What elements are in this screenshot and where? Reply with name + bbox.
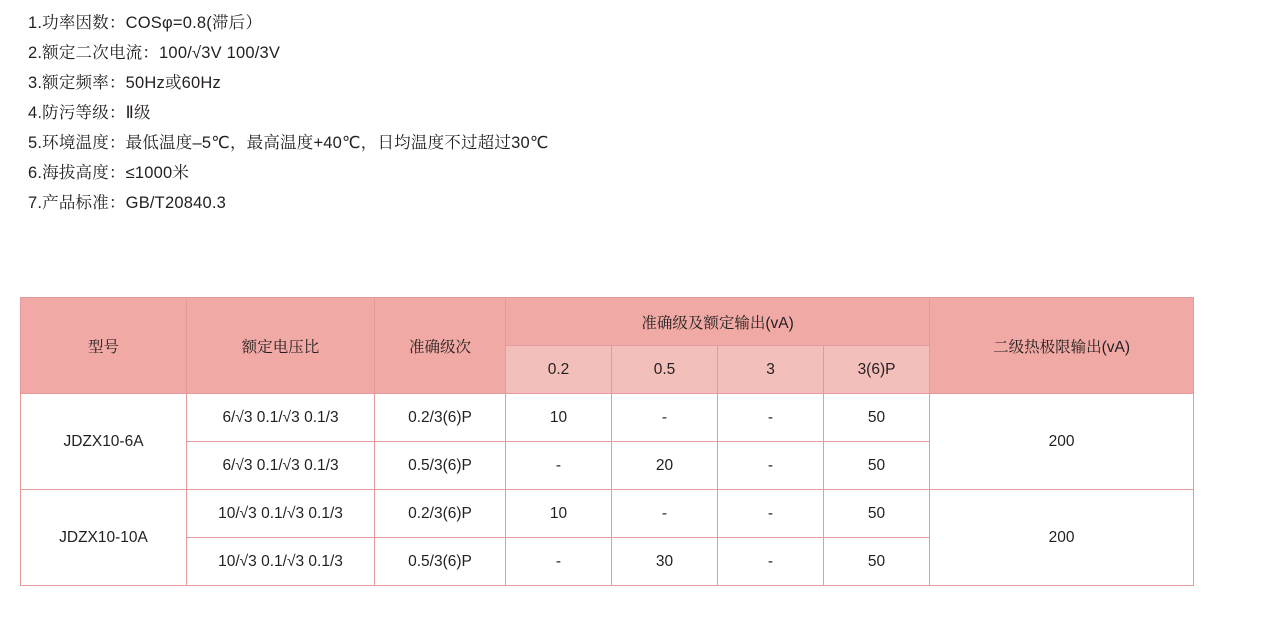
cell-model: JDZX10-6A [21, 394, 187, 490]
spec-item-product-standard: 7.产品标准：GB/T20840.3 [28, 194, 227, 212]
cell-output-0-5: 20 [612, 442, 718, 490]
cell-ratio: 10/√3 0.1/√3 0.1/3 [187, 490, 375, 538]
table-subheader-output-0-5: 0.5 [612, 346, 718, 394]
cell-output-3-6-p: 50 [824, 490, 930, 538]
cell-output-0-5: 30 [612, 538, 718, 586]
cell-accuracy-class: 0.5/3(6)P [375, 538, 506, 586]
parameters-table [20, 297, 1194, 586]
cell-output-0-2: - [506, 442, 612, 490]
cell-output-0-5: - [612, 490, 718, 538]
table-header-row-primary [21, 298, 1194, 346]
cell-accuracy-class: 0.2/3(6)P [375, 490, 506, 538]
table-header-ratio: 额定电压比 [187, 298, 375, 394]
cell-output-3: - [718, 490, 824, 538]
table-subheader-output-0-2: 0.2 [506, 346, 612, 394]
cell-output-3: - [718, 442, 824, 490]
cell-model: JDZX10-10A [21, 490, 187, 586]
spec-item-power-factor: 1.功率因数：COSφ=0.8(滞后） [28, 14, 263, 32]
cell-accuracy-class: 0.2/3(6)P [375, 394, 506, 442]
spec-item-ambient-temperature: 5.环境温度：最低温度–5℃，最高温度+40℃，日均温度不过超过30℃ [28, 134, 549, 152]
table-header-output-group: 准确级及额定输出(vA) [506, 298, 930, 346]
cell-output-3: - [718, 394, 824, 442]
cell-output-3-6-p: 50 [824, 538, 930, 586]
table-header-model: 型号 [21, 298, 187, 394]
cell-thermal-limit: 200 [930, 394, 1194, 490]
cell-accuracy-class: 0.5/3(6)P [375, 442, 506, 490]
table-row [21, 394, 1194, 442]
table-header-thermal-limit: 二级热极限输出(vA) [930, 298, 1194, 394]
table-row [21, 490, 1194, 538]
cell-ratio: 6/√3 0.1/√3 0.1/3 [187, 442, 375, 490]
spec-item-frequency: 3.额定频率：50Hz或60Hz [28, 74, 221, 92]
cell-output-0-2: 10 [506, 394, 612, 442]
cell-ratio: 6/√3 0.1/√3 0.1/3 [187, 394, 375, 442]
table-subheader-output-3: 3 [718, 346, 824, 394]
spec-item-altitude: 6.海拔高度：≤1000米 [28, 164, 190, 182]
spec-item-secondary-current: 2.额定二次电流：100/√3V 100/3V [28, 44, 281, 62]
cell-output-3-6-p: 50 [824, 394, 930, 442]
cell-output-0-2: - [506, 538, 612, 586]
cell-output-3-6-p: 50 [824, 442, 930, 490]
cell-thermal-limit: 200 [930, 490, 1194, 586]
table-subheader-output-3-6-p: 3(6)P [824, 346, 930, 394]
spec-item-pollution-level: 4.防污等级：Ⅱ级 [28, 104, 151, 122]
cell-output-0-5: - [612, 394, 718, 442]
specification-list [28, 8, 1128, 218]
cell-output-0-2: 10 [506, 490, 612, 538]
table-header-accuracy-class: 准确级次 [375, 298, 506, 394]
cell-ratio: 10/√3 0.1/√3 0.1/3 [187, 538, 375, 586]
cell-output-3: - [718, 538, 824, 586]
